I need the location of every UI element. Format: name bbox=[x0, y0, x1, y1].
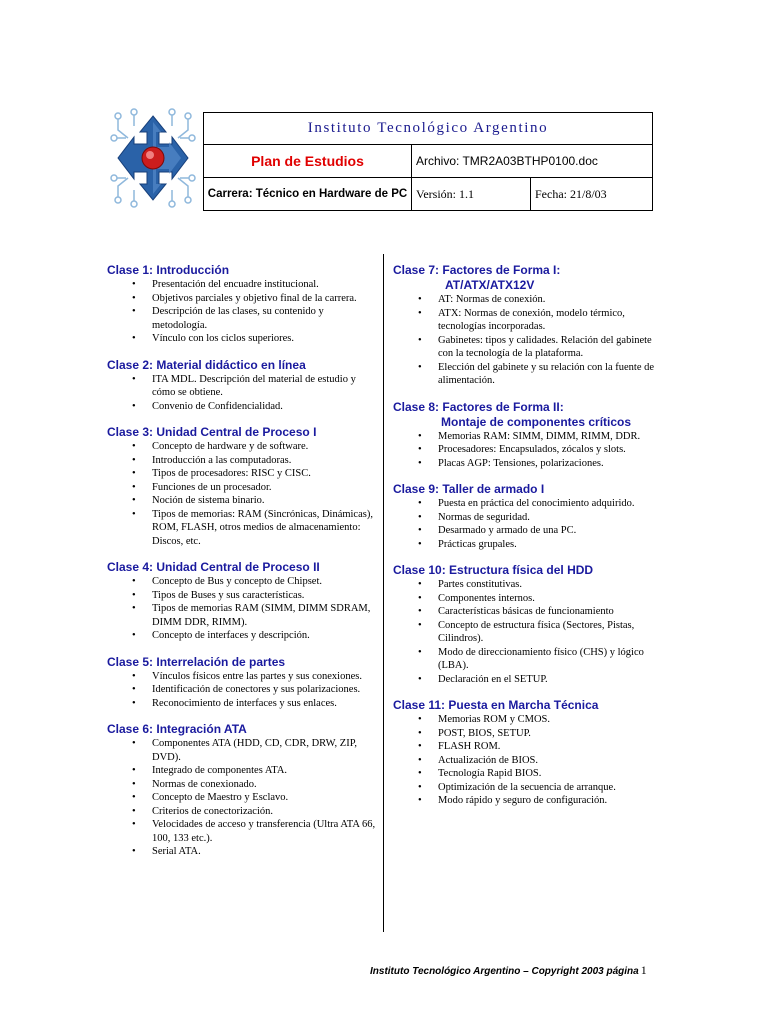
list-item: • Componentes internos. bbox=[393, 592, 665, 606]
list-item: • Tipos de Buses y sus características. bbox=[107, 589, 377, 603]
class-title: Clase 11: Puesta en Marcha Técnica bbox=[393, 698, 599, 712]
list-item: • Desarmado y armado de una PC. bbox=[393, 524, 665, 538]
right-column bbox=[393, 263, 665, 820]
class-section bbox=[107, 655, 377, 711]
class-title: Clase 3: Unidad Central de Proceso I bbox=[107, 425, 317, 439]
class-section bbox=[107, 425, 377, 548]
list-item: • Optimización de la secuencia de arranque. bbox=[393, 781, 665, 795]
class-title: Clase 4: Unidad Central de Proceso II bbox=[107, 560, 320, 574]
list-item: • Declaración en el SETUP. bbox=[393, 673, 665, 687]
list-item: • Presentación del encuadre institucional. bbox=[107, 278, 377, 292]
list-item: • Vínculos físicos entre las partes y sus conexiones. bbox=[107, 670, 377, 684]
list-item: • FLASH ROM. bbox=[393, 740, 665, 754]
class-section bbox=[107, 358, 377, 414]
class-section bbox=[393, 698, 665, 808]
class-title: Clase 2: Material didáctico en línea bbox=[107, 357, 306, 372]
list-item: • Tipos de memorias RAM (SIMM, DIMM SDRAM, DIMM DDR, RIMM). bbox=[107, 602, 377, 629]
list-item: • Criterios de conectorización. bbox=[107, 805, 377, 819]
list-item: • Vínculo con los ciclos superiores. bbox=[107, 332, 377, 346]
footer-text: Instituto Tecnológico Argentino – Copyright 2003 página bbox=[370, 966, 639, 977]
header-table bbox=[203, 112, 653, 211]
class-section bbox=[393, 400, 665, 471]
class-title: Clase 1: Introducción bbox=[107, 263, 230, 277]
class-section bbox=[393, 263, 665, 388]
list-item: • Actualización de BIOS. bbox=[393, 754, 665, 768]
class-subtitle: Montaje de componentes críticos bbox=[441, 414, 632, 429]
list-item: • Tecnología Rapid BIOS. bbox=[393, 767, 665, 781]
institute-name: Instituto Tecnológico Argentino bbox=[204, 113, 653, 145]
list-item: • Características básicas de funcionamiento bbox=[393, 605, 665, 619]
archivo-field: Archivo: TMR2A03BTHP0100.doc bbox=[412, 145, 653, 178]
list-item: • Normas de seguridad. bbox=[393, 511, 665, 525]
list-item: • Placas AGP: Tensiones, polarizaciones. bbox=[393, 457, 665, 471]
class-section bbox=[107, 263, 377, 346]
list-item: • Concepto de estructura física (Sectores, Pistas, Cilindros). bbox=[393, 619, 665, 646]
page-footer bbox=[370, 963, 647, 978]
list-item: • Tipos de procesadores: RISC y CISC. bbox=[107, 467, 377, 481]
list-item: • Elección del gabinete y su relación con la fuente de alimentación. bbox=[393, 361, 665, 388]
class-title: Clase 7: Factores de Forma I: bbox=[393, 263, 561, 277]
class-subtitle: AT/ATX/ATX12V bbox=[445, 278, 535, 292]
list-item: • Normas de conexionado. bbox=[107, 778, 377, 792]
class-title: Clase 9: Taller de armado I bbox=[393, 482, 545, 496]
version-field: Versión: 1.1 bbox=[412, 178, 531, 211]
list-item: • Concepto de interfaces y descripción. bbox=[107, 629, 377, 643]
carrera-field: Carrera: Técnico en Hardware de PC bbox=[204, 178, 412, 211]
list-item: • Descripción de las clases, su contenido y metodología. bbox=[107, 305, 377, 332]
institute-logo bbox=[108, 108, 198, 208]
class-section bbox=[107, 560, 377, 643]
list-item: • Introducción a las computadoras. bbox=[107, 454, 377, 468]
list-item: • Gabinetes: tipos y calidades. Relación del gabinete con la tecnología de la plataforma. bbox=[393, 334, 665, 361]
list-item: • AT: Normas de conexión. bbox=[393, 293, 665, 307]
list-item: • Memorias ROM y CMOS. bbox=[393, 713, 665, 727]
list-item: • Modo de direccionamiento físico (CHS) y lógico (LBA). bbox=[393, 646, 665, 673]
class-section bbox=[393, 563, 665, 686]
left-column bbox=[107, 263, 377, 871]
list-item: • Puesta en práctica del conocimiento adquirido. bbox=[393, 497, 665, 511]
class-title: Clase 8: Factores de Forma II: bbox=[393, 399, 564, 414]
list-item: • ITA MDL. Descripción del material de estudio y cómo se obtiene. bbox=[107, 373, 377, 400]
page-number: 1 bbox=[640, 963, 647, 977]
column-divider bbox=[383, 254, 384, 932]
list-item: • Prácticas grupales. bbox=[393, 538, 665, 552]
list-item: • Procesadores: Encapsulados, zócalos y slots. bbox=[393, 443, 665, 457]
list-item: • Reconocimiento de interfaces y sus enlaces. bbox=[107, 697, 377, 711]
list-item: • Velocidades de acceso y transferencia (Ultra ATA 66, 100, 133 etc.). bbox=[107, 818, 377, 845]
list-item: • Noción de sistema binario. bbox=[107, 494, 377, 508]
class-section bbox=[393, 482, 665, 551]
list-item: • Serial ATA. bbox=[107, 845, 377, 859]
list-item: • Identificación de conectores y sus polarizaciones. bbox=[107, 683, 377, 697]
class-title: Clase 10: Estructura física del HDD bbox=[393, 563, 594, 577]
list-item: • Objetivos parciales y objetivo final de la carrera. bbox=[107, 292, 377, 306]
list-item: • Tipos de memorias: RAM (Sincrónicas, Dinámicas), ROM, FLASH, otros medios de almacenamiento: Discos, etc. bbox=[107, 508, 377, 549]
list-item: • Convenio de Confidencialidad. bbox=[107, 400, 377, 414]
list-item: • Concepto de Maestro y Esclavo. bbox=[107, 791, 377, 805]
list-item: • Memorias RAM: SIMM, DIMM, RIMM, DDR. bbox=[393, 430, 665, 444]
list-item: • Componentes ATA (HDD, CD, CDR, DRW, ZIP, DVD). bbox=[107, 737, 377, 764]
list-item: • Modo rápido y seguro de configuración. bbox=[393, 794, 665, 808]
list-item: • Integrado de componentes ATA. bbox=[107, 764, 377, 778]
plan-title: Plan de Estudios bbox=[204, 145, 412, 178]
class-title: Clase 6: Integración ATA bbox=[107, 722, 247, 736]
list-item: • Partes constitutivas. bbox=[393, 578, 665, 592]
class-section bbox=[107, 722, 377, 859]
fecha-field: Fecha: 21/8/03 bbox=[531, 178, 653, 211]
list-item: • Concepto de Bus y concepto de Chipset. bbox=[107, 575, 377, 589]
class-title: Clase 5: Interrelación de partes bbox=[107, 654, 286, 669]
list-item: • POST, BIOS, SETUP. bbox=[393, 727, 665, 741]
list-item: • ATX: Normas de conexión, modelo térmico, tecnologías incorporadas. bbox=[393, 307, 665, 334]
list-item: • Funciones de un procesador. bbox=[107, 481, 377, 495]
list-item: • Concepto de hardware y de software. bbox=[107, 440, 377, 454]
